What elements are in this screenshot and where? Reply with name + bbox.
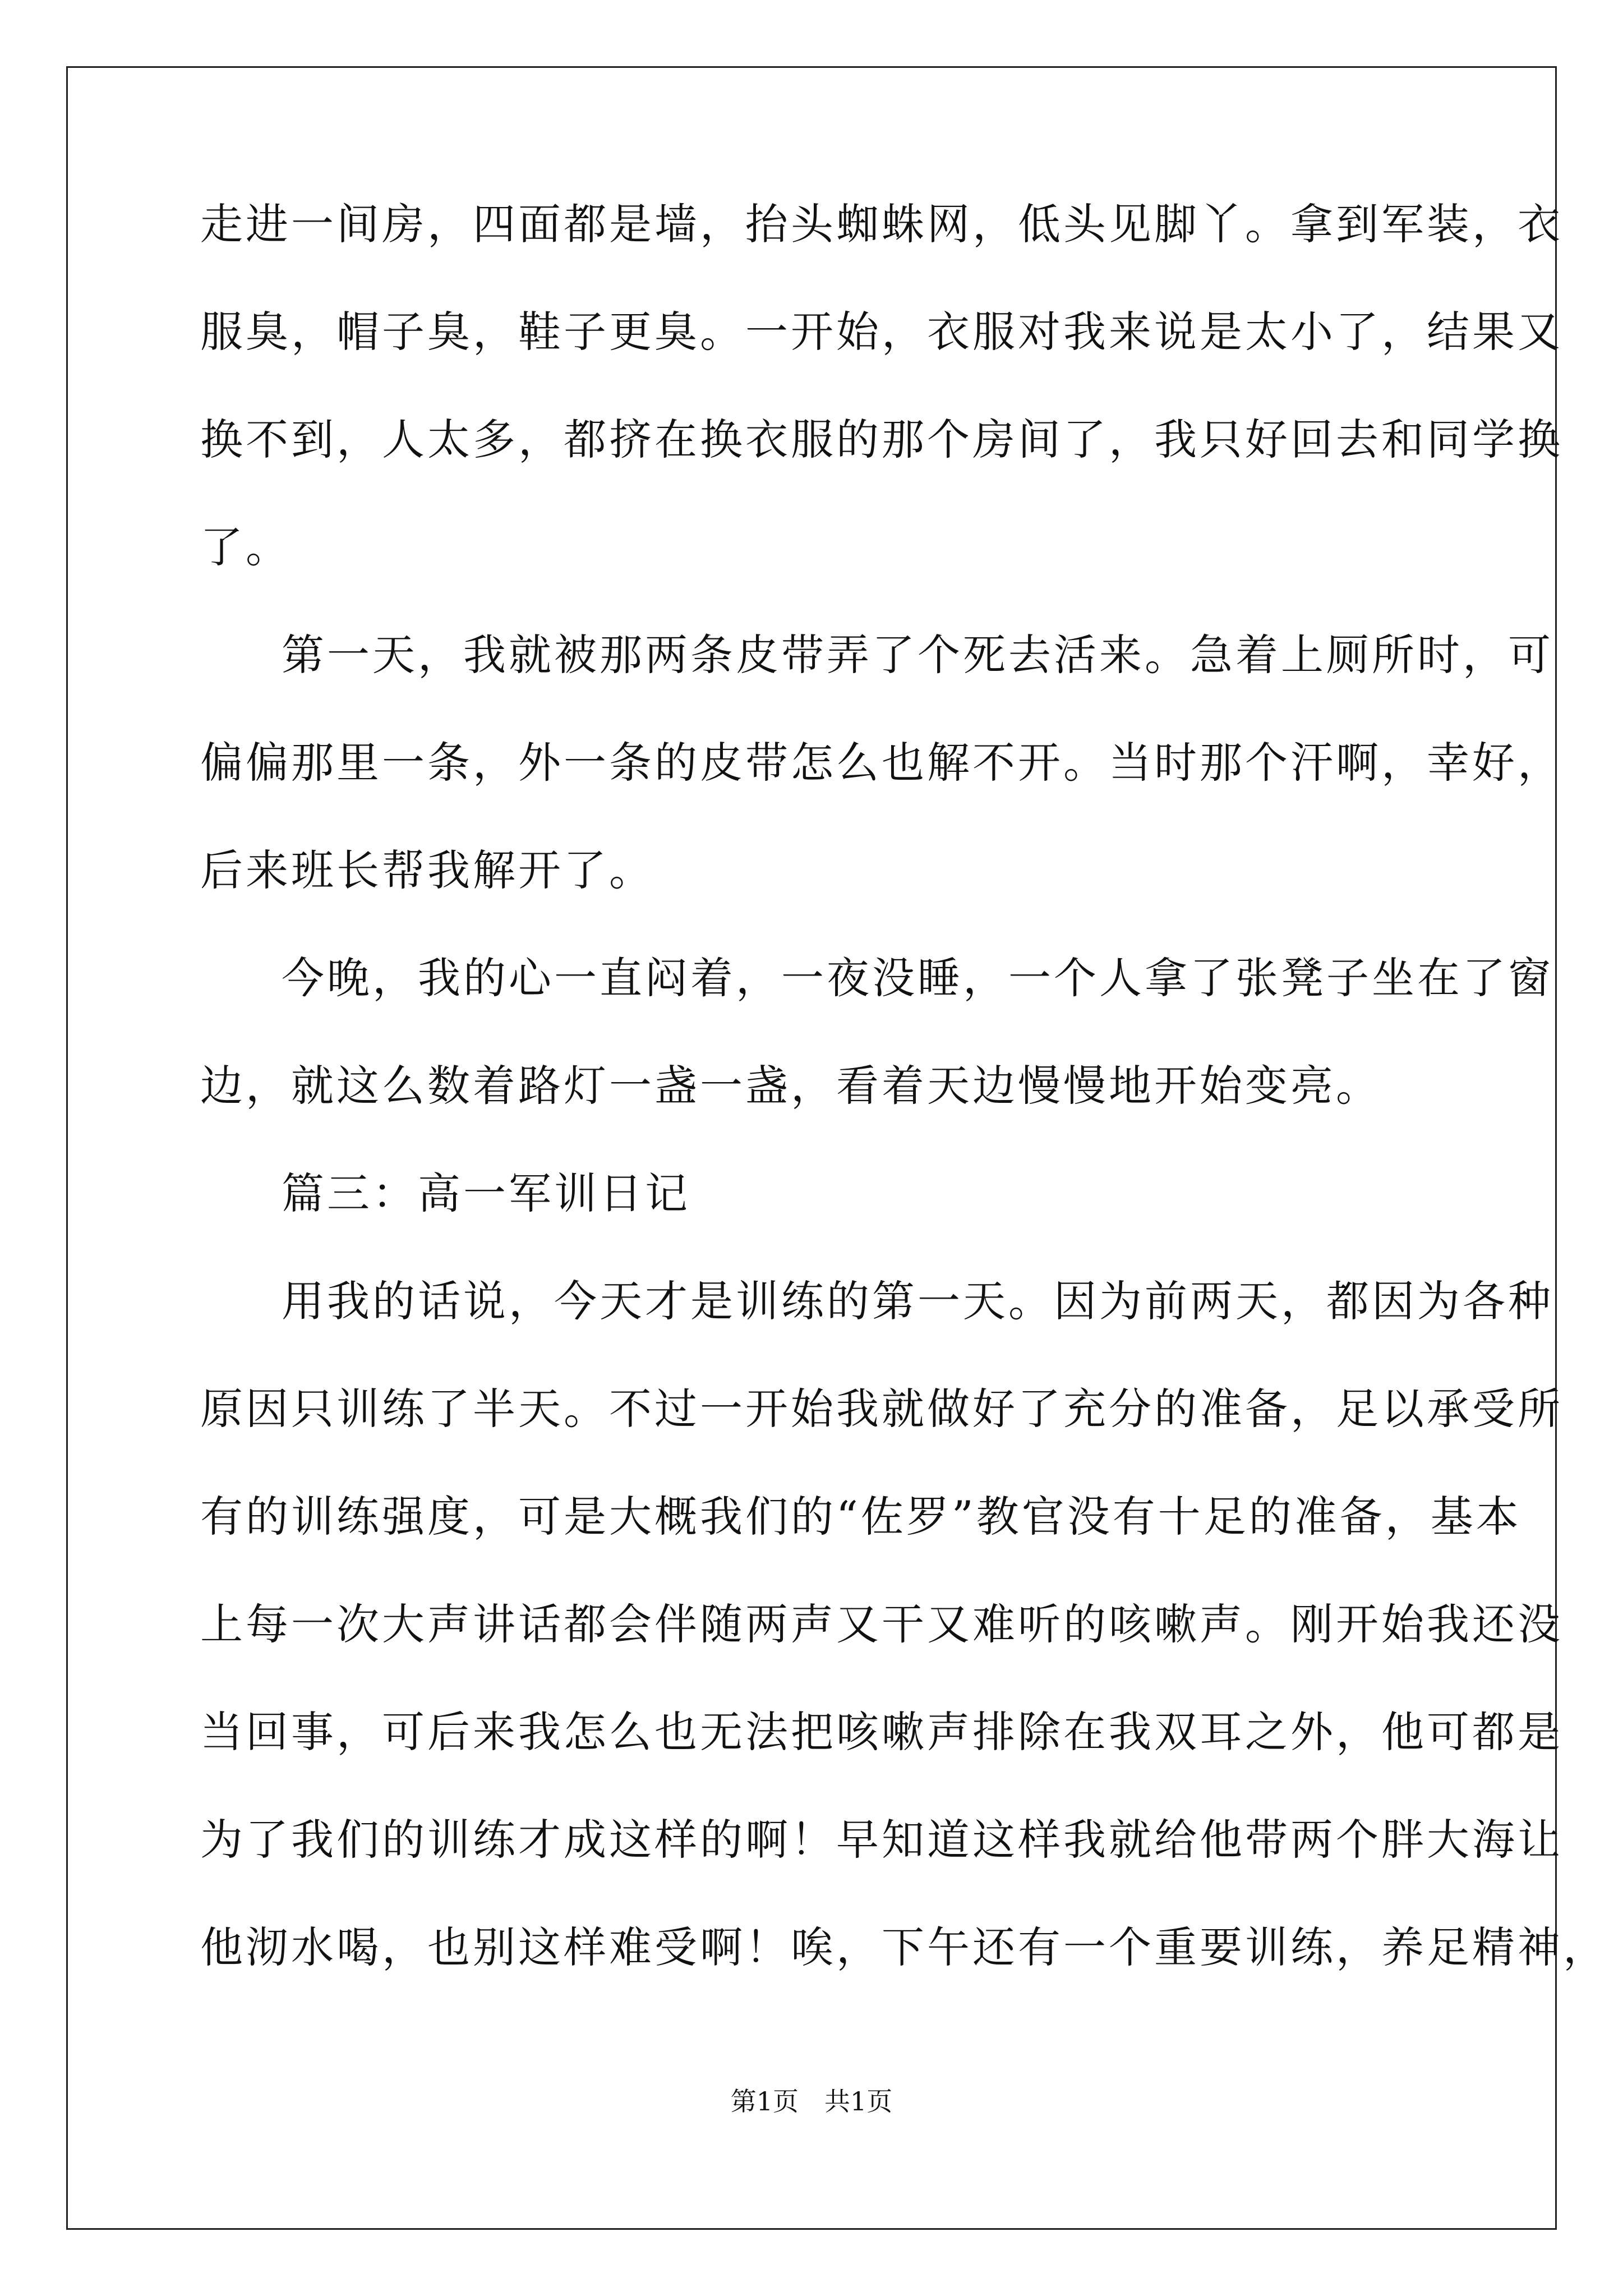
text-line: 偏偏那里一条，外一条的皮带怎么也解不开。当时那个汗啊，幸好， [200,738,1563,788]
page-footer: 第1页 共1页 [730,2086,893,2116]
text-line: 走进一间房，四面都是墙，抬头蜘蛛网，低头见脚丫。拿到军装，衣 [200,199,1563,249]
text-line: 今晚，我的心一直闷着，一夜没睡，一个人拿了张凳子坐在了窗 [282,953,1553,1003]
text-line: 他沏水喝，也别这样难受啊！唉，下午还有一个重要训练，养足精神， [200,1922,1608,1972]
text-line: 换不到，人太多，都挤在换衣服的那个房间了，我只好回去和同学换 [200,415,1563,464]
text-line: 原因只训练了半天。不过一开始我就做好了充分的准备，足以承受所 [200,1384,1563,1434]
text-line: 有的训练强度，可是大概我们的“佐罗”教官没有十足的准备，基本 [200,1492,1521,1542]
text-line: 服臭，帽子臭，鞋子更臭。一开始，衣服对我来说是太小了，结果又 [200,307,1563,357]
text-line: 为了我们的训练才成这样的啊！早知道这样我就给他带两个胖大海让 [200,1815,1563,1865]
text-line: 了。 [200,522,291,572]
text-line: 后来班长帮我解开了。 [200,845,654,895]
page-border [66,66,1557,2230]
text-line: 篇三：高一军训日记 [282,1168,690,1218]
text-line: 用我的话说，今天才是训练的第一天。因为前两天，都因为各种 [282,1276,1553,1326]
text-line: 边，就这么数着路灯一盏一盏，看着天边慢慢地开始变亮。 [200,1061,1381,1111]
text-line: 当回事，可后来我怎么也无法把咳嗽声排除在我双耳之外，他可都是 [200,1707,1563,1757]
text-line: 第一天，我就被那两条皮带弄了个死去活来。急着上厕所时，可 [282,630,1553,680]
text-line: 上每一次大声讲话都会伴随两声又干又难听的咳嗽声。刚开始我还没 [200,1599,1563,1649]
